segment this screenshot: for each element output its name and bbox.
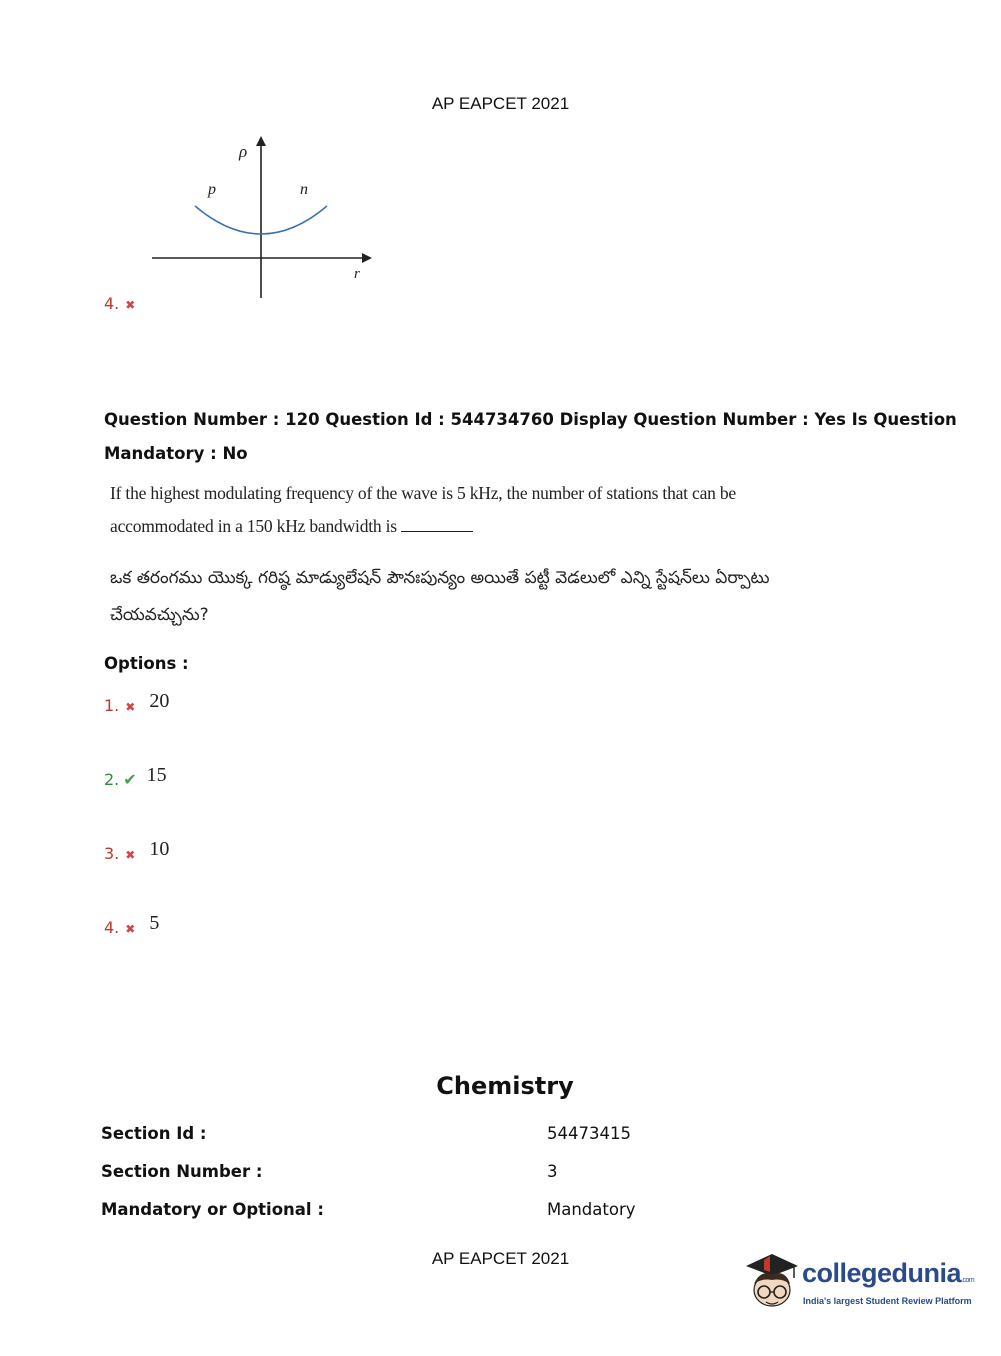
page-header-title: AP EAPCET 2021 xyxy=(431,94,570,113)
graph-y-label: ρ xyxy=(239,142,248,161)
option-1 xyxy=(104,690,170,717)
option-value: 10 xyxy=(149,838,170,860)
question-english-line2: accommodated in a 150 kHz bandwidth is xyxy=(110,516,397,536)
section-id-label: Section Id : xyxy=(101,1124,207,1143)
logo-tagline: India's largest Student Review Platform xyxy=(803,1296,972,1306)
question-telugu-line2: చేయవచ్చును? xyxy=(110,605,209,625)
collegedunia-logo xyxy=(742,1248,975,1318)
option-3 xyxy=(104,838,170,865)
answer-blank xyxy=(401,517,473,532)
mascot-icon xyxy=(742,1248,802,1318)
page-footer-title: AP EAPCET 2021 xyxy=(431,1249,570,1268)
section-id-value: 54473415 xyxy=(547,1124,631,1143)
option-number: 1. xyxy=(104,696,120,715)
wrong-mark-icon: ✖ xyxy=(125,700,136,714)
mandatory-optional-value: Mandatory xyxy=(547,1200,636,1219)
option-value: 15 xyxy=(146,764,167,786)
mandatory-optional-label: Mandatory or Optional : xyxy=(101,1200,324,1219)
correct-check-icon: ✔ xyxy=(123,770,137,789)
section-number-label: Section Number : xyxy=(101,1162,263,1181)
question-telugu-line1: ఒక తరంగము యొక్క గరిష్ఠ మాడ్యులేషన్ పౌనఃపున్యం అయితే పట్టీ వెడలులో ఎన్ని స్టేషన్‌లు ఏర్పాటు xyxy=(110,568,770,588)
wrong-mark-icon: ✖ xyxy=(125,298,136,312)
wrong-mark-icon: ✖ xyxy=(125,848,136,862)
option-number: 4. xyxy=(104,918,120,937)
option-4 xyxy=(104,912,160,939)
previous-option-number: 4. xyxy=(104,294,120,313)
graph-right-label: n xyxy=(300,181,308,198)
graph-left-label: p xyxy=(208,181,216,198)
question-english-line2-wrap xyxy=(110,516,473,537)
question-meta-line2: Mandatory : No xyxy=(104,444,248,463)
logo-text: collegedunia xyxy=(802,1258,962,1288)
option-value: 20 xyxy=(149,690,170,712)
resistivity-graph xyxy=(140,130,380,305)
option-2 xyxy=(104,764,167,791)
option-value: 5 xyxy=(149,912,160,934)
question-meta-line1: Question Number : 120 Question Id : 544734760 Display Question Number : Yes Is Question xyxy=(104,410,957,429)
logo-wordmark xyxy=(802,1258,974,1289)
previous-option-marker xyxy=(104,294,135,313)
section-title: Chemistry xyxy=(436,1072,574,1100)
option-number: 2. xyxy=(104,770,120,789)
question-english-line1: If the highest modulating frequency of the wave is 5 kHz, the number of stations that can be xyxy=(110,483,736,503)
section-number-value: 3 xyxy=(547,1162,558,1181)
wrong-mark-icon: ✖ xyxy=(125,922,136,936)
graph-x-label: r xyxy=(354,266,360,282)
option-number: 3. xyxy=(104,844,120,863)
logo-suffix: .com xyxy=(961,1277,975,1284)
options-label: Options : xyxy=(104,654,189,673)
